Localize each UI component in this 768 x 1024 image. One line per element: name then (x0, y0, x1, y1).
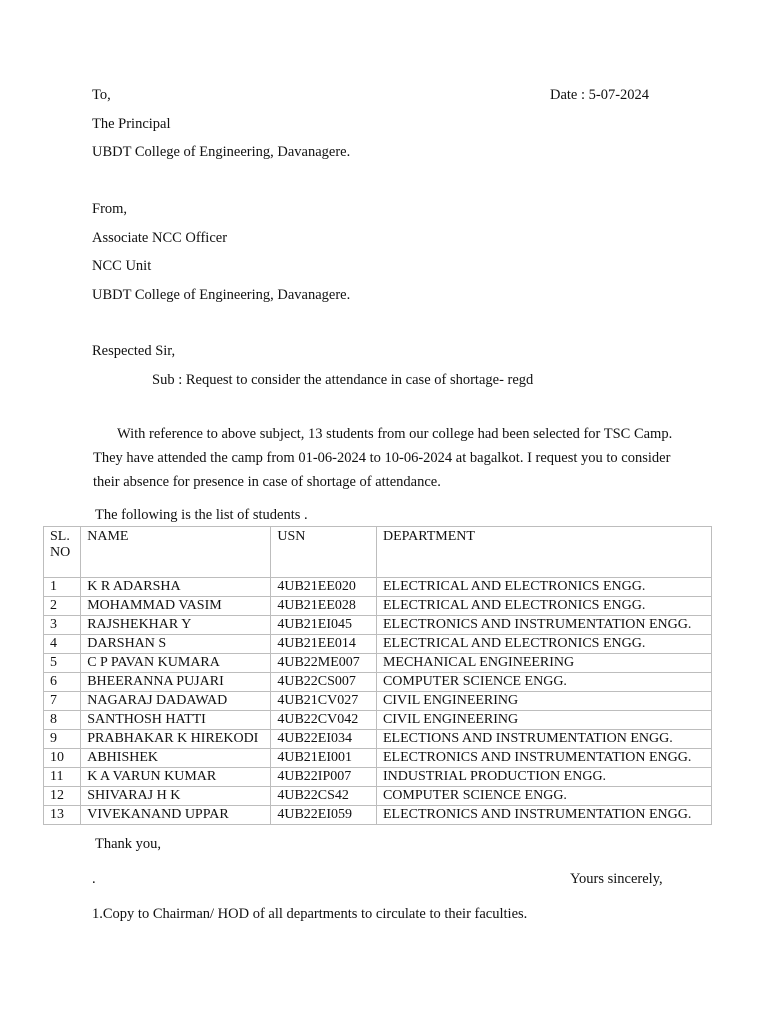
cell-name: K A VARUN KUMAR (81, 768, 271, 787)
cell-department: MECHANICAL ENGINEERING (376, 654, 711, 673)
cell-sl: 6 (44, 673, 81, 692)
cell-name: SANTHOSH HATTI (81, 711, 271, 730)
cell-usn: 4UB21EI045 (271, 616, 377, 635)
cell-sl: 4 (44, 635, 81, 654)
cell-usn: 4UB22CS007 (271, 673, 377, 692)
cell-sl: 12 (44, 787, 81, 806)
table-row (44, 616, 712, 635)
cell-department: CIVIL ENGINEERING (376, 711, 711, 730)
table-header-row (44, 527, 712, 578)
cell-name: SHIVARAJ H K (81, 787, 271, 806)
table-row (44, 730, 712, 749)
recipient-title: The Principal (92, 116, 171, 132)
cell-sl: 5 (44, 654, 81, 673)
cell-usn: 4UB21EE020 (271, 578, 377, 597)
cell-sl: 3 (44, 616, 81, 635)
table-row (44, 787, 712, 806)
cell-name: C P PAVAN KUMARA (81, 654, 271, 673)
cell-department: ELECTRONICS AND INSTRUMENTATION ENGG. (376, 749, 711, 768)
cell-name: NAGARAJ DADAWAD (81, 692, 271, 711)
subject-line: Sub : Request to consider the attendance in case of shortage- regd (152, 372, 534, 388)
table-row (44, 635, 712, 654)
cell-department: ELECTRONICS AND INSTRUMENTATION ENGG. (376, 616, 711, 635)
recipient-college: UBDT College of Engineering, Davanagere. (92, 144, 351, 160)
cell-department: ELECTRICAL AND ELECTRONICS ENGG. (376, 597, 711, 616)
from-label: From, (92, 201, 128, 217)
sender-unit: NCC Unit (92, 258, 152, 274)
cell-usn: 4UB22ME007 (271, 654, 377, 673)
students-table (43, 526, 712, 825)
cell-name: MOHAMMAD VASIM (81, 597, 271, 616)
body-line-1: With reference to above subject, 13 students from our college had been selected for TSC Camp. (117, 426, 673, 442)
cell-department: COMPUTER SCIENCE ENGG. (376, 673, 711, 692)
body-line-3: their absence for presence in case of shortage of attendance. (93, 474, 441, 490)
cell-usn: 4UB22CS42 (271, 787, 377, 806)
list-intro: The following is the list of students . (95, 507, 308, 523)
body-line-2: They have attended the camp from 01-06-2024 to 10-06-2024 at bagalkot. I request you to consider (93, 450, 671, 466)
cell-name: RAJSHEKHAR Y (81, 616, 271, 635)
cell-department: ELECTIONS AND INSTRUMENTATION ENGG. (376, 730, 711, 749)
cell-name: VIVEKANAND UPPAR (81, 806, 271, 825)
cell-name: ABHISHEK (81, 749, 271, 768)
cell-department: ELECTRICAL AND ELECTRONICS ENGG. (376, 578, 711, 597)
cell-name: DARSHAN S (81, 635, 271, 654)
cell-sl: 1 (44, 578, 81, 597)
cell-department: CIVIL ENGINEERING (376, 692, 711, 711)
header-sl-no: SL.NO (44, 527, 81, 578)
stray-dot: . (92, 871, 96, 887)
cell-department: ELECTRICAL AND ELECTRONICS ENGG. (376, 635, 711, 654)
cell-usn: 4UB21EE014 (271, 635, 377, 654)
cell-sl: 2 (44, 597, 81, 616)
table-row (44, 768, 712, 787)
cell-usn: 4UB21EE028 (271, 597, 377, 616)
cell-name: BHEERANNA PUJARI (81, 673, 271, 692)
table-row (44, 654, 712, 673)
table-row (44, 597, 712, 616)
cell-department: INDUSTRIAL PRODUCTION ENGG. (376, 768, 711, 787)
cell-sl: 7 (44, 692, 81, 711)
table-row (44, 578, 712, 597)
cell-department: COMPUTER SCIENCE ENGG. (376, 787, 711, 806)
cell-usn: 4UB22CV042 (271, 711, 377, 730)
table-row (44, 692, 712, 711)
cell-sl: 13 (44, 806, 81, 825)
cell-department: ELECTRONICS AND INSTRUMENTATION ENGG. (376, 806, 711, 825)
cell-usn: 4UB21EI001 (271, 749, 377, 768)
header-department: DEPARTMENT (376, 527, 711, 578)
cell-name: PRABHAKAR K HIREKODI (81, 730, 271, 749)
cell-sl: 9 (44, 730, 81, 749)
header-name: NAME (81, 527, 271, 578)
cell-usn: 4UB21CV027 (271, 692, 377, 711)
table-row (44, 749, 712, 768)
cell-usn: 4UB22IP007 (271, 768, 377, 787)
closing-line: Yours sincerely, (570, 871, 663, 887)
cell-sl: 11 (44, 768, 81, 787)
sender-college: UBDT College of Engineering, Davanagere. (92, 287, 351, 303)
cell-usn: 4UB22EI059 (271, 806, 377, 825)
cell-sl: 10 (44, 749, 81, 768)
table-row (44, 711, 712, 730)
cell-usn: 4UB22EI034 (271, 730, 377, 749)
to-label: To, (92, 87, 111, 103)
salutation: Respected Sir, (92, 343, 176, 359)
thanks-line: Thank you, (95, 836, 162, 852)
cell-sl: 8 (44, 711, 81, 730)
cell-name: K R ADARSHA (81, 578, 271, 597)
sender-title: Associate NCC Officer (92, 230, 228, 246)
copy-note: 1.Copy to Chairman/ HOD of all departments to circulate to their faculties. (92, 906, 528, 922)
header-usn: USN (271, 527, 377, 578)
letter-date: Date : 5-07-2024 (550, 87, 650, 103)
table-row (44, 673, 712, 692)
table-row (44, 806, 712, 825)
